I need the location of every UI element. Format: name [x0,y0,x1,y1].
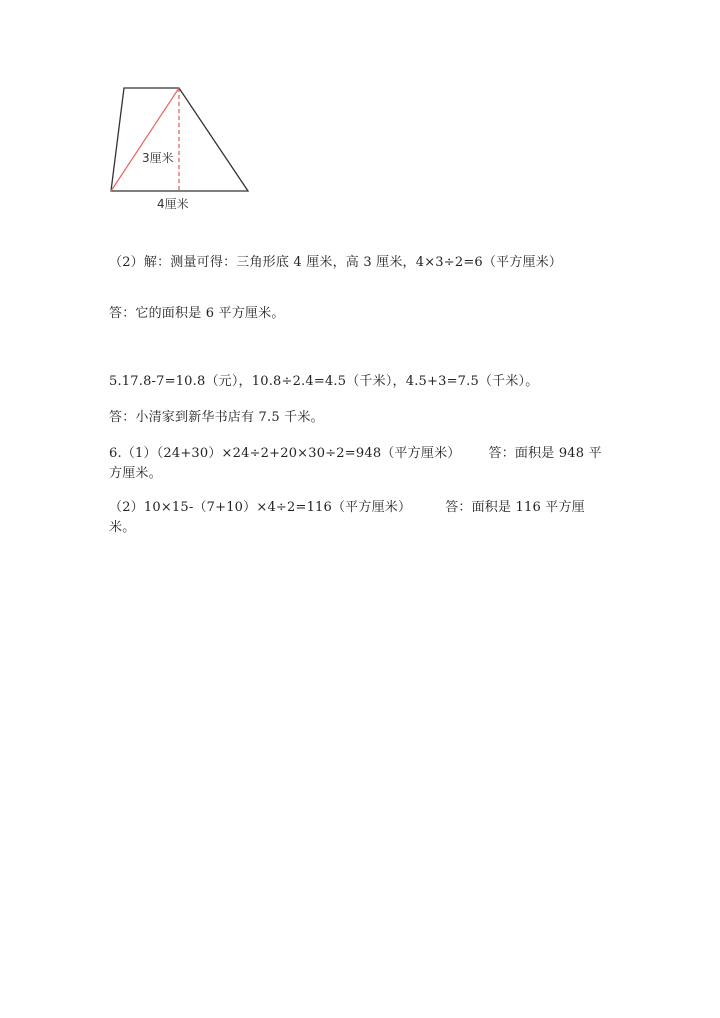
q6-part1-formula: 6.（1）（24+30）×24÷2+20×30÷2=948（平方厘米） [109,446,461,461]
diagonal-line [111,88,179,191]
q5-solution: 5.17.8-7=10.8（元），10.8÷2.4=4.5（千米），4.5+3=7.5（千米）。 [109,374,539,389]
trapezoid-diagram [100,80,260,215]
q6-part2 [109,498,599,538]
trapezoid-figure [100,80,260,215]
q6-part1-answer: 答：面积是 948 平方厘米。 [109,446,602,481]
base-label: 4厘米 [157,197,189,211]
q5-answer: 答：小清家到新华书店有 7.5 千米。 [109,410,324,425]
q4-solution-part2: （2）解：测量可得：三角形底 4 厘米，高 3 厘米，4×3÷2=6（平方厘米） [109,255,563,270]
q6-part1 [109,444,614,484]
q4-answer: 答：它的面积是 6 平方厘米。 [109,306,285,321]
q6-part2-answer: 答：面积是 116 平方厘米。 [109,500,585,535]
height-label: 3厘米 [142,151,174,165]
q6-part2-formula: （2）10×15-（7+10）×4÷2=116（平方厘米） [109,500,412,515]
